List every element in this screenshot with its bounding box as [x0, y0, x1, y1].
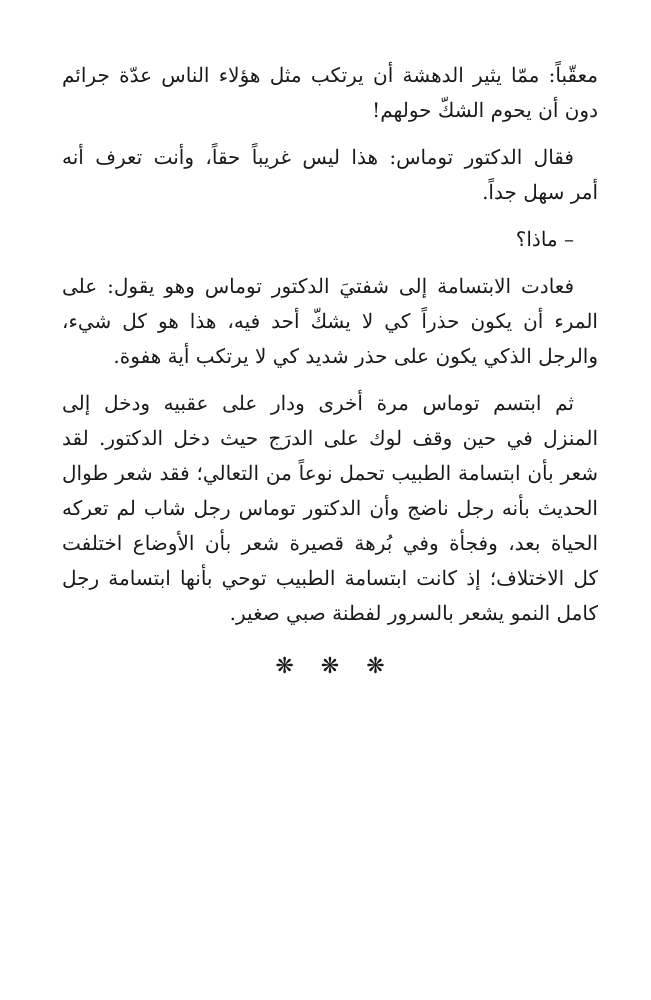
paragraph-5 — [62, 386, 598, 631]
text-line: الحديث بأنه رجل ناضج وأن الدكتور توماس رجل شاب لم تعركه — [62, 496, 598, 520]
text-line: المنزل في حين وقف لوك على الدرَج حيث دخل الدكتور. لقد — [62, 426, 598, 450]
asterism-flower-icon: ❋ — [320, 654, 340, 679]
text-line: والرجل الذكي يكون على حذر شديد كي لا يرتكب أية هفوة. — [113, 344, 598, 368]
text-line: ثم ابتسم توماس مرة أخرى ودار على عقبيه ودخل إلى — [62, 391, 574, 415]
paragraph-3-dialogue — [62, 222, 598, 257]
text-line: أمر سهل جداً. — [482, 180, 598, 204]
book-page — [62, 58, 598, 684]
text-line: دون أن يحوم الشكّ حولهم! — [372, 98, 598, 122]
paragraph-1 — [62, 58, 598, 128]
asterism-flower-icon: ❋ — [366, 654, 385, 679]
text-line: فعادت الابتسامة إلى شفتيَ الدكتور توماس وهو يقول: على — [62, 274, 574, 298]
asterism-flower-icon: ❋ — [275, 654, 294, 679]
paragraph-4 — [62, 269, 598, 374]
text-line: فقال الدكتور توماس: هذا ليس غريباً حقاً، وأنت تعرف أنه — [62, 145, 574, 169]
text-line: المرء أن يكون حذراً كي لا يشكّ أحد فيه، هذا هو كل شيء، — [62, 309, 598, 333]
text-line: الحياة بعد، وفجأة وفي بُرهة قصيرة شعر بأن الأوضاع اختلفت — [62, 531, 598, 555]
text-line: – ماذا؟ — [515, 227, 574, 251]
text-line: كل الاختلاف؛ إذ كانت ابتسامة الطبيب توحي بأنها ابتسامة رجل — [62, 566, 598, 590]
paragraph-2 — [62, 140, 598, 210]
text-line: معقّباً: ممّا يثير الدهشة أن يرتكب مثل هؤلاء الناس عدّة جرائم — [62, 63, 598, 87]
text-line: كامل النمو يشعر بالسرور لفطنة صبي صغير. — [229, 601, 598, 625]
section-separator — [62, 649, 598, 684]
text-line: شعر بأن ابتسامة الطبيب تحمل نوعاً من التعالي؛ فقد شعر طوال — [62, 461, 598, 485]
